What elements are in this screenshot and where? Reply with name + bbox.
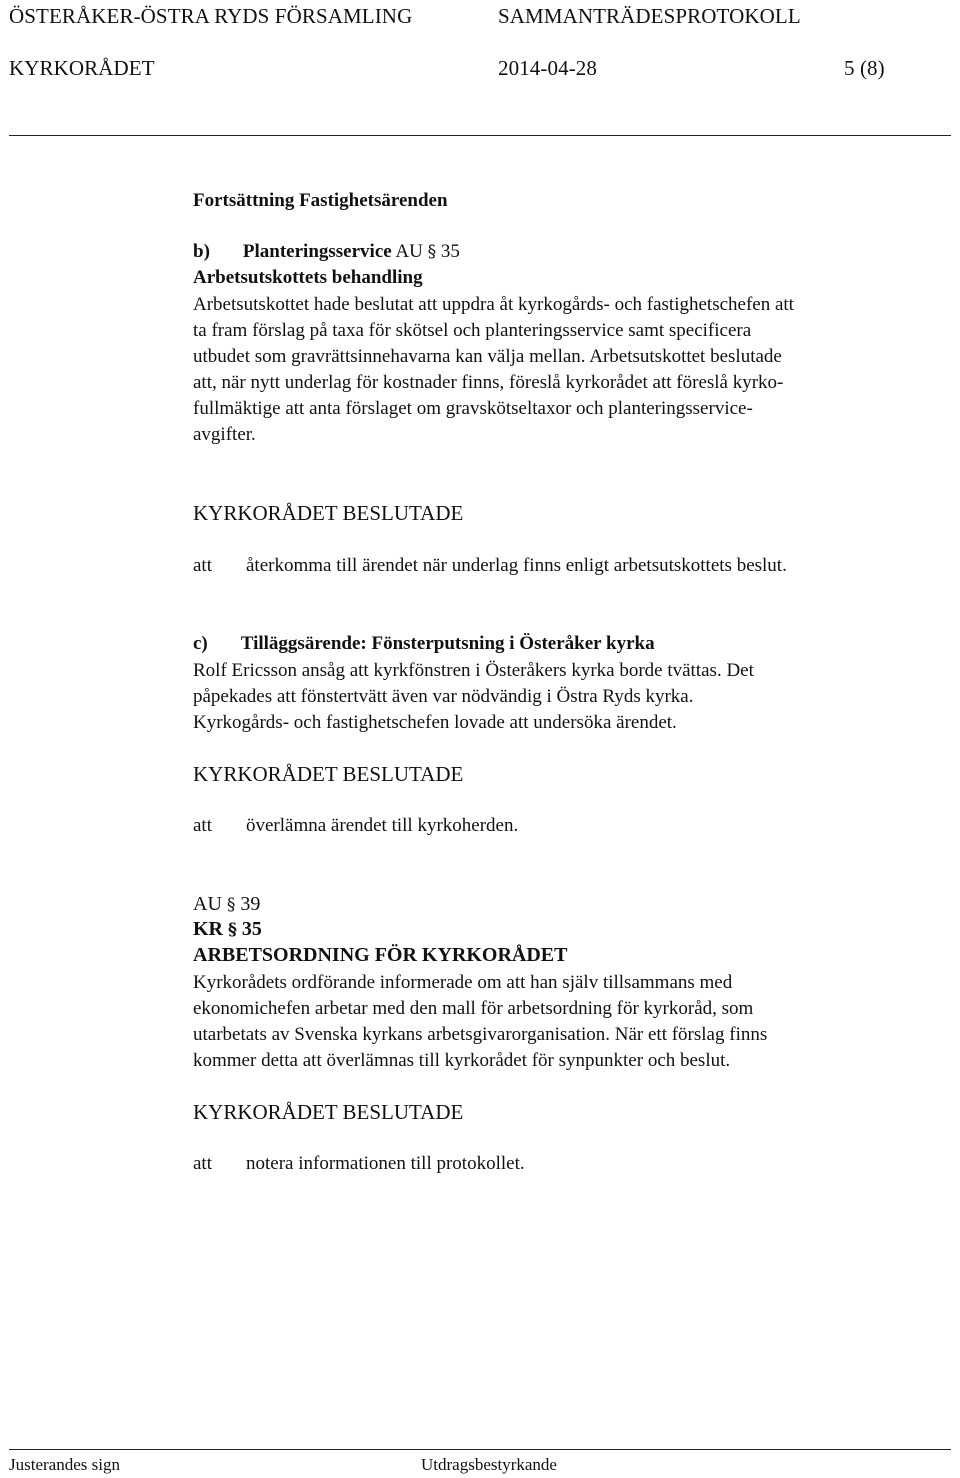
body-name: KYRKORÅDET <box>9 56 155 80</box>
au-number: 39 <box>240 893 261 915</box>
section-sign: § <box>226 895 236 915</box>
item-b-heading <box>193 241 460 263</box>
item-c-heading <box>193 633 655 655</box>
text-line: Kyrkogårds- och fastighetschefen lovade att undersöka ärendet. <box>193 712 677 733</box>
item-b-title: Planteringsservice <box>242 241 392 262</box>
kr-prefix: KR <box>193 918 223 940</box>
item-b-ref-number: 35 <box>440 241 460 262</box>
text-line: ekonomichefen arbetar med den mall för arbetsordning för kyrkoråd, som <box>193 998 754 1019</box>
item-c-body <box>193 658 754 736</box>
text-line: Kyrkorådets ordförande informerade om att han själv tillsammans med <box>193 972 733 993</box>
item-kr35-decision-heading: KYRKORÅDET BESLUTADE <box>193 1100 464 1124</box>
page-number: 5 (8) <box>844 56 885 80</box>
au-reference <box>193 893 260 916</box>
item-kr35-decision-text: notera informationen till protokollet. <box>246 1153 525 1174</box>
item-b-label: b) <box>193 241 210 262</box>
kr-number: 35 <box>241 918 262 940</box>
kr-reference <box>193 918 262 941</box>
text-line: påpekades att fönstertvätt även var nödvändig i Östra Ryds kyrka. <box>193 686 694 707</box>
text-line: kommer detta att överlämnas till kyrkorådet för synpunkter och beslut. <box>193 1050 731 1071</box>
footer-utdragsbestyrkande: Utdragsbestyrkande <box>421 1455 557 1474</box>
item-c-title: Tilläggsärende: Fönsterputsning i Österåker kyrka <box>240 633 655 654</box>
item-b-decision-att: att <box>193 555 212 576</box>
document-type: SAMMANTRÄDESPROTOKOLL <box>498 4 801 28</box>
text-line: utarbetats av Svenska kyrkans arbetsgivarorganisation. När ett förslag finns <box>193 1024 768 1045</box>
item-kr35-decision-att: att <box>193 1153 212 1174</box>
text-line: Arbetsutskottet hade beslutat att uppdra åt kyrkogårds- och fastighetschefen att <box>193 294 794 315</box>
item-b-subheading: Arbetsutskottets behandling <box>193 267 423 288</box>
text-line: Rolf Ericsson ansåg att kyrkfönstren i Österåkers kyrka borde tvättas. Det <box>193 660 754 681</box>
item-b-decision-text: återkomma till ärendet när underlag finns enligt arbetsutskottets beslut. <box>246 555 787 576</box>
section-sign: § <box>228 920 237 940</box>
text-line: ta fram förslag på taxa för skötsel och planteringsservice samt specificera <box>193 320 752 341</box>
item-kr35-title: ARBETSORDNING FÖR KYRKORÅDET <box>193 944 568 966</box>
footer-rule <box>9 1449 951 1450</box>
header-rule <box>9 135 951 136</box>
text-line: fullmäktige att anta förslaget om gravskötseltaxor och planteringsservice- <box>193 398 753 419</box>
item-kr35-body <box>193 970 767 1074</box>
item-b-decision-heading: KYRKORÅDET BESLUTADE <box>193 501 464 525</box>
text-line: utbudet som gravrättsinnehavarna kan välja mellan. Arbetsutskottet beslutade <box>193 346 782 367</box>
organization-name: ÖSTERÅKER-ÖSTRA RYDS FÖRSAMLING <box>9 4 413 28</box>
continuation-title: Fortsättning Fastighetsärenden <box>193 190 448 211</box>
footer-justerandes-sign: Justerandes sign <box>9 1455 120 1474</box>
item-b-ref-prefix: AU <box>395 241 423 262</box>
au-prefix: AU <box>193 893 222 915</box>
item-b-body <box>193 292 794 448</box>
item-c-label: c) <box>193 633 208 654</box>
section-sign: § <box>427 242 437 262</box>
text-line: avgifter. <box>193 424 256 445</box>
meeting-date: 2014-04-28 <box>498 56 597 80</box>
text-line: att, när nytt underlag för kostnader finns, föreslå kyrkorådet att föreslå kyrko- <box>193 372 784 393</box>
item-c-decision-att: att <box>193 815 212 836</box>
item-c-decision-text: överlämna ärendet till kyrkoherden. <box>246 815 519 836</box>
item-c-decision-heading: KYRKORÅDET BESLUTADE <box>193 762 464 786</box>
